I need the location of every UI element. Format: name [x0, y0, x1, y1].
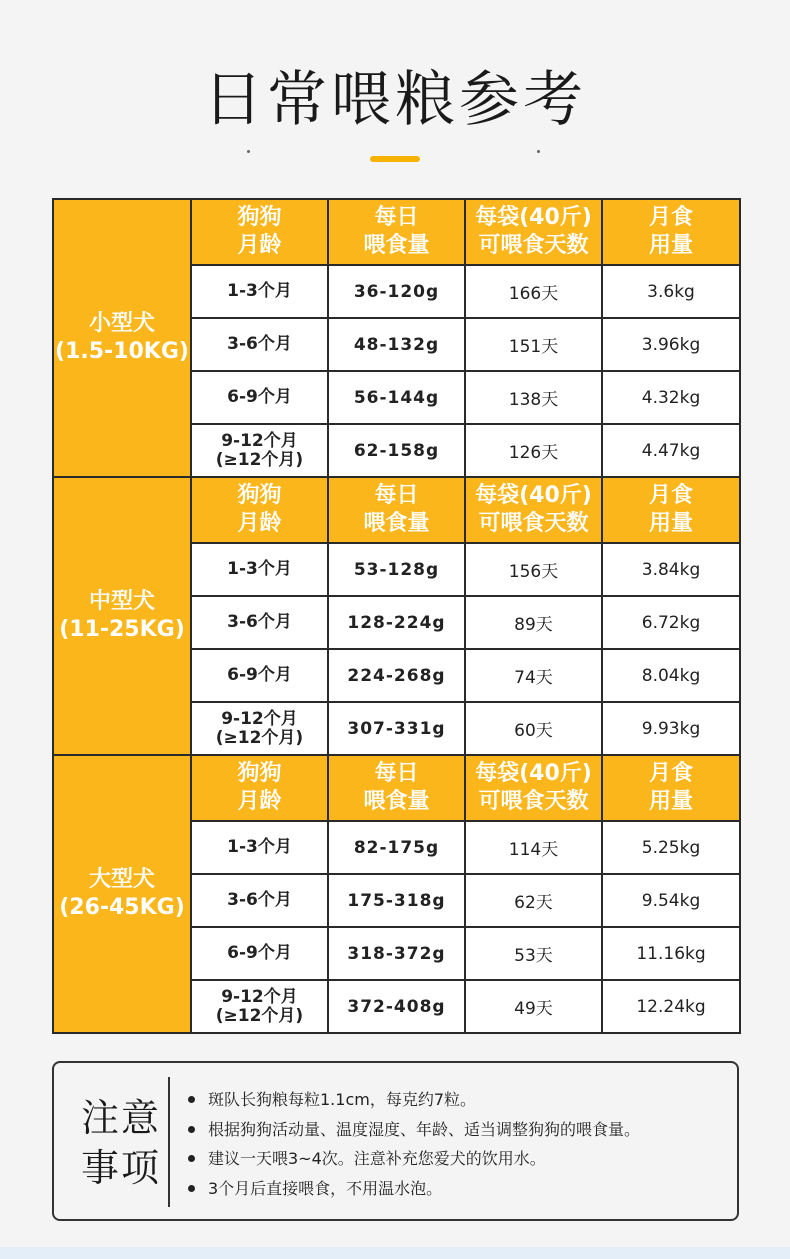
cell-daily: 175-318g [328, 874, 465, 927]
note-text: 斑队长狗粮每粒1.1cm，每克约7粒。 [208, 1090, 477, 1109]
note-text: 3个月后直接喂食，不用温水泡。 [208, 1178, 443, 1198]
cell-month: 11.16kg [602, 927, 740, 980]
cell-age: 1-3个月 [191, 265, 328, 318]
group-label: 小型犬 (1.5-10KG) [53, 199, 191, 477]
table-header-row [53, 755, 740, 821]
bottom-strip [0, 1247, 790, 1259]
cell-age: 6-9个月 [191, 649, 328, 702]
cell-month: 5.25kg [602, 821, 740, 874]
cell-age: 1-3个月 [191, 543, 328, 596]
header-month: 月食 用量 [602, 477, 740, 543]
header-age: 狗狗 月龄 [191, 755, 328, 821]
cell-month: 8.04kg [602, 649, 740, 702]
decor-dot [537, 150, 540, 153]
header-age: 狗狗 月龄 [191, 199, 328, 265]
bullet-icon [188, 1185, 195, 1192]
table-header-row [53, 199, 740, 265]
cell-days: 138天 [465, 371, 602, 424]
note-item [188, 1144, 728, 1174]
cell-daily: 56-144g [328, 371, 465, 424]
header-daily: 每日 喂食量 [328, 199, 465, 265]
header-month: 月食 用量 [602, 755, 740, 821]
cell-days: 89天 [465, 596, 602, 649]
cell-age: 1-3个月 [191, 821, 328, 874]
cell-daily: 82-175g [328, 821, 465, 874]
cell-age: 6-9个月 [191, 371, 328, 424]
table-header-row [53, 477, 740, 543]
header-month: 月食 用量 [602, 199, 740, 265]
cell-days: 166天 [465, 265, 602, 318]
cell-age: 9-12个月 (≥12个月) [191, 424, 328, 477]
cell-age: 9-12个月 (≥12个月) [191, 702, 328, 755]
cell-age: 9-12个月 (≥12个月) [191, 980, 328, 1033]
note-text: 建议一天喂3~4次。注意补充您爱犬的饮用水。 [208, 1149, 546, 1168]
header-daily: 每日 喂食量 [328, 755, 465, 821]
title-underline [370, 156, 420, 162]
header-days: 每袋(40斤) 可喂食天数 [465, 477, 602, 543]
cell-month: 6.72kg [602, 596, 740, 649]
note-item [188, 1115, 728, 1145]
cell-daily: 307-331g [328, 702, 465, 755]
header-age: 狗狗 月龄 [191, 477, 328, 543]
cell-daily: 128-224g [328, 596, 465, 649]
cell-month: 9.54kg [602, 874, 740, 927]
decor-dot [247, 150, 250, 153]
cell-month: 3.6kg [602, 265, 740, 318]
group-label: 中型犬 (11-25KG) [53, 477, 191, 755]
cell-daily: 62-158g [328, 424, 465, 477]
note-item [188, 1085, 728, 1115]
cell-days: 156天 [465, 543, 602, 596]
cell-month: 3.96kg [602, 318, 740, 371]
cell-days: 49天 [465, 980, 602, 1033]
note-text: 根据狗狗活动量、温度湿度、年龄、适当调整狗狗的喂食量。 [208, 1119, 641, 1139]
bullet-icon [188, 1126, 195, 1133]
bullet-icon [188, 1096, 195, 1103]
cell-days: 74天 [465, 649, 602, 702]
page-title: 日常喂粮参考 [203, 65, 587, 135]
notes-list [188, 1085, 728, 1203]
cell-month: 4.32kg [602, 371, 740, 424]
cell-daily: 224-268g [328, 649, 465, 702]
cell-age: 3-6个月 [191, 318, 328, 371]
cell-days: 126天 [465, 424, 602, 477]
bullet-icon [188, 1155, 195, 1162]
notes-box [52, 1061, 739, 1221]
cell-days: 151天 [465, 318, 602, 371]
cell-days: 62天 [465, 874, 602, 927]
cell-month: 12.24kg [602, 980, 740, 1033]
cell-age: 6-9个月 [191, 927, 328, 980]
cell-daily: 372-408g [328, 980, 465, 1033]
cell-age: 3-6个月 [191, 596, 328, 649]
cell-days: 60天 [465, 702, 602, 755]
header-daily: 每日 喂食量 [328, 477, 465, 543]
cell-age: 3-6个月 [191, 874, 328, 927]
cell-month: 3.84kg [602, 543, 740, 596]
cell-month: 4.47kg [602, 424, 740, 477]
cell-daily: 53-128g [328, 543, 465, 596]
header-days: 每袋(40斤) 可喂食天数 [465, 199, 602, 265]
group-label: 大型犬 (26-45KG) [53, 755, 191, 1033]
cell-daily: 318-372g [328, 927, 465, 980]
note-item [188, 1174, 728, 1204]
notes-title: 注意 事项 [80, 1096, 161, 1190]
cell-daily: 48-132g [328, 318, 465, 371]
notes-divider [168, 1077, 170, 1207]
cell-days: 114天 [465, 821, 602, 874]
feeding-table [52, 198, 741, 1034]
cell-days: 53天 [465, 927, 602, 980]
cell-daily: 36-120g [328, 265, 465, 318]
cell-month: 9.93kg [602, 702, 740, 755]
header-days: 每袋(40斤) 可喂食天数 [465, 755, 602, 821]
